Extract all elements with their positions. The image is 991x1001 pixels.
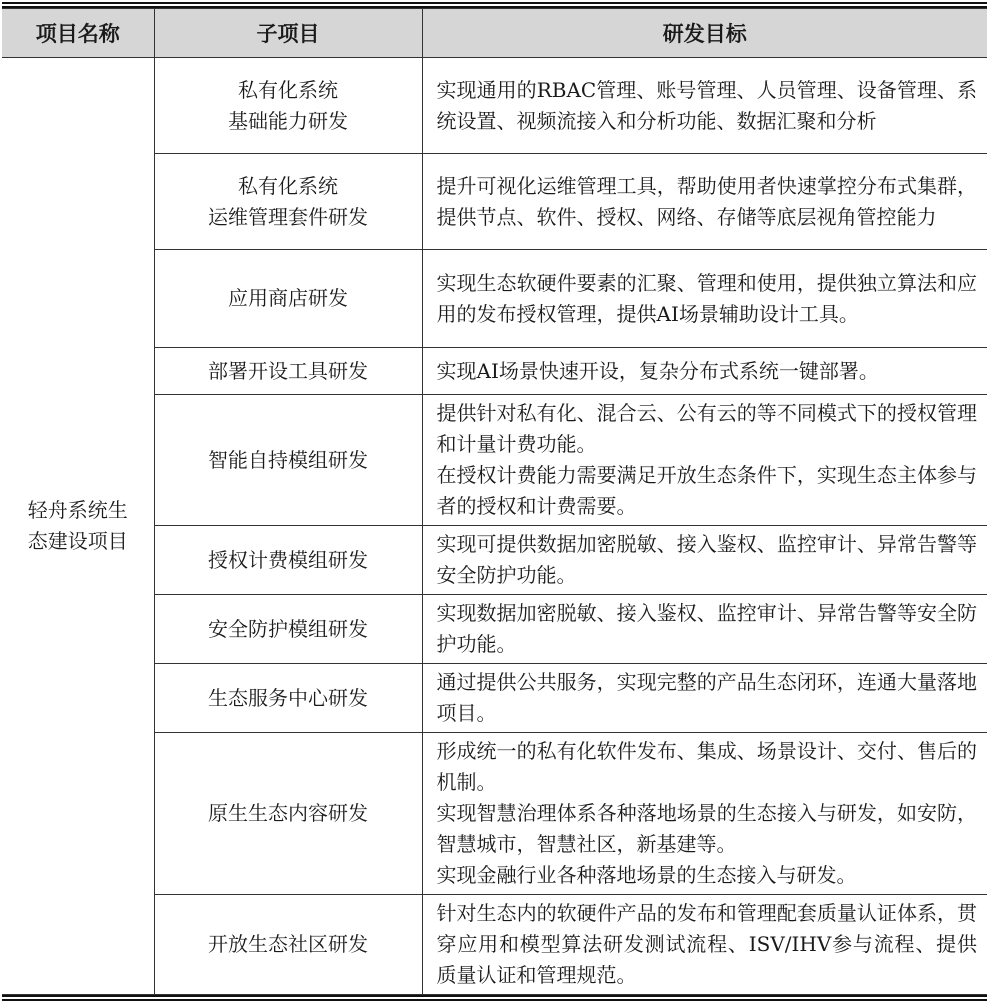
subproject-line: 运维管理套件研发 — [208, 204, 368, 229]
subproject-line: 应用商店研发 — [228, 286, 348, 310]
goal-cell — [422, 895, 987, 995]
subproject-cell — [154, 664, 422, 733]
subproject-cell — [154, 733, 422, 895]
header-goal: 研发目标 — [422, 9, 987, 58]
goal-paragraph: 在授权计费能力需要满足开放生态条件下，实现生态主体参与者的授权和计费需要。 — [436, 463, 977, 518]
subproject-cell — [154, 348, 422, 395]
project-table — [2, 8, 987, 995]
subproject-cell — [154, 395, 422, 526]
header-project-name: 项目名称 — [2, 9, 154, 58]
subproject-line: 部署开设工具研发 — [208, 358, 368, 383]
subproject-line: 安全防护模组研发 — [208, 616, 368, 641]
goal-paragraph: 实现数据加密脱敏、接入鉴权、监控审计、异常告警等安全防护功能。 — [436, 601, 977, 656]
subproject-cell — [154, 58, 422, 154]
goal-paragraph: 实现金融行业各种落地场景的生态接入与研发。 — [436, 863, 857, 887]
goal-cell — [422, 58, 987, 154]
goal-cell — [422, 595, 987, 664]
goal-paragraph: 提升可视化运维管理工具，帮助使用者快速掌控分布式集群，提供节点、软件、授权、网络、存储等底层视角管控能力 — [436, 173, 977, 229]
goal-cell — [422, 733, 987, 895]
goal-paragraph: 实现可提供数据加密脱敏、接入鉴权、监控审计、异常告警等安全防护功能。 — [436, 532, 977, 587]
goal-paragraph: 实现智慧治理体系各种落地场景的生态接入与研发，如安防，智慧城市，智慧社区，新基建等。 — [436, 801, 977, 856]
subproject-line: 原生生态内容研发 — [208, 801, 368, 825]
top-rule — [2, 2, 987, 4]
project-name-cell — [2, 58, 154, 995]
subproject-line: 私有化系统 — [238, 77, 338, 102]
bottom-rule — [2, 995, 987, 997]
goal-paragraph: 针对生态内的软硬件产品的发布和管理配套质量认证体系，贯穿应用和模型算法研发测试流程、ISV/IHV参与流程、提供质量认证和管理规范。 — [436, 901, 977, 987]
goal-paragraph: 通过提供公共服务，实现完整的产品生态闭环，连通大量落地项目。 — [436, 670, 977, 725]
subproject-line: 授权计费模组研发 — [208, 547, 368, 572]
subproject-line: 私有化系统 — [238, 173, 338, 198]
project-name-line: 态建设项目 — [27, 529, 128, 553]
goal-paragraph: 实现通用的RBAC管理、账号管理、人员管理、设备管理、系统设置、视频流接入和分析功能、数据汇聚和分析 — [436, 77, 977, 133]
subproject-line: 智能自持模组研发 — [208, 447, 368, 472]
goal-paragraph: 形成统一的私有化软件发布、集成、场景设计、交付、售后的机制。 — [436, 739, 977, 794]
subproject-cell — [154, 526, 422, 595]
subproject-cell — [154, 595, 422, 664]
project-name-line: 轻舟系统生 — [27, 498, 128, 522]
goal-cell — [422, 395, 987, 526]
project-table-container — [2, 2, 987, 1001]
header-row — [2, 9, 987, 58]
subproject-cell — [154, 154, 422, 250]
goal-paragraph: 提供针对私有化、混合云、公有云的等不同模式下的授权管理和计量计费功能。 — [436, 401, 977, 456]
subproject-line: 开放生态社区研发 — [208, 932, 368, 956]
header-subproject: 子项目 — [154, 9, 422, 58]
goal-cell — [422, 154, 987, 250]
goal-paragraph: 实现生态软硬件要素的汇聚、管理和使用，提供独立算法和应用的发布授权管理，提供AI场景辅助设计工具。 — [436, 270, 977, 326]
goal-cell — [422, 250, 987, 348]
subproject-line: 生态服务中心研发 — [208, 685, 368, 710]
goal-cell — [422, 526, 987, 595]
table-row — [2, 58, 987, 154]
goal-paragraph: 实现AI场景快速开设，复杂分布式系统一键部署。 — [436, 358, 879, 383]
goal-cell — [422, 348, 987, 395]
subproject-cell — [154, 895, 422, 995]
subproject-line: 基础能力研发 — [228, 108, 348, 133]
subproject-cell — [154, 250, 422, 348]
goal-cell — [422, 664, 987, 733]
